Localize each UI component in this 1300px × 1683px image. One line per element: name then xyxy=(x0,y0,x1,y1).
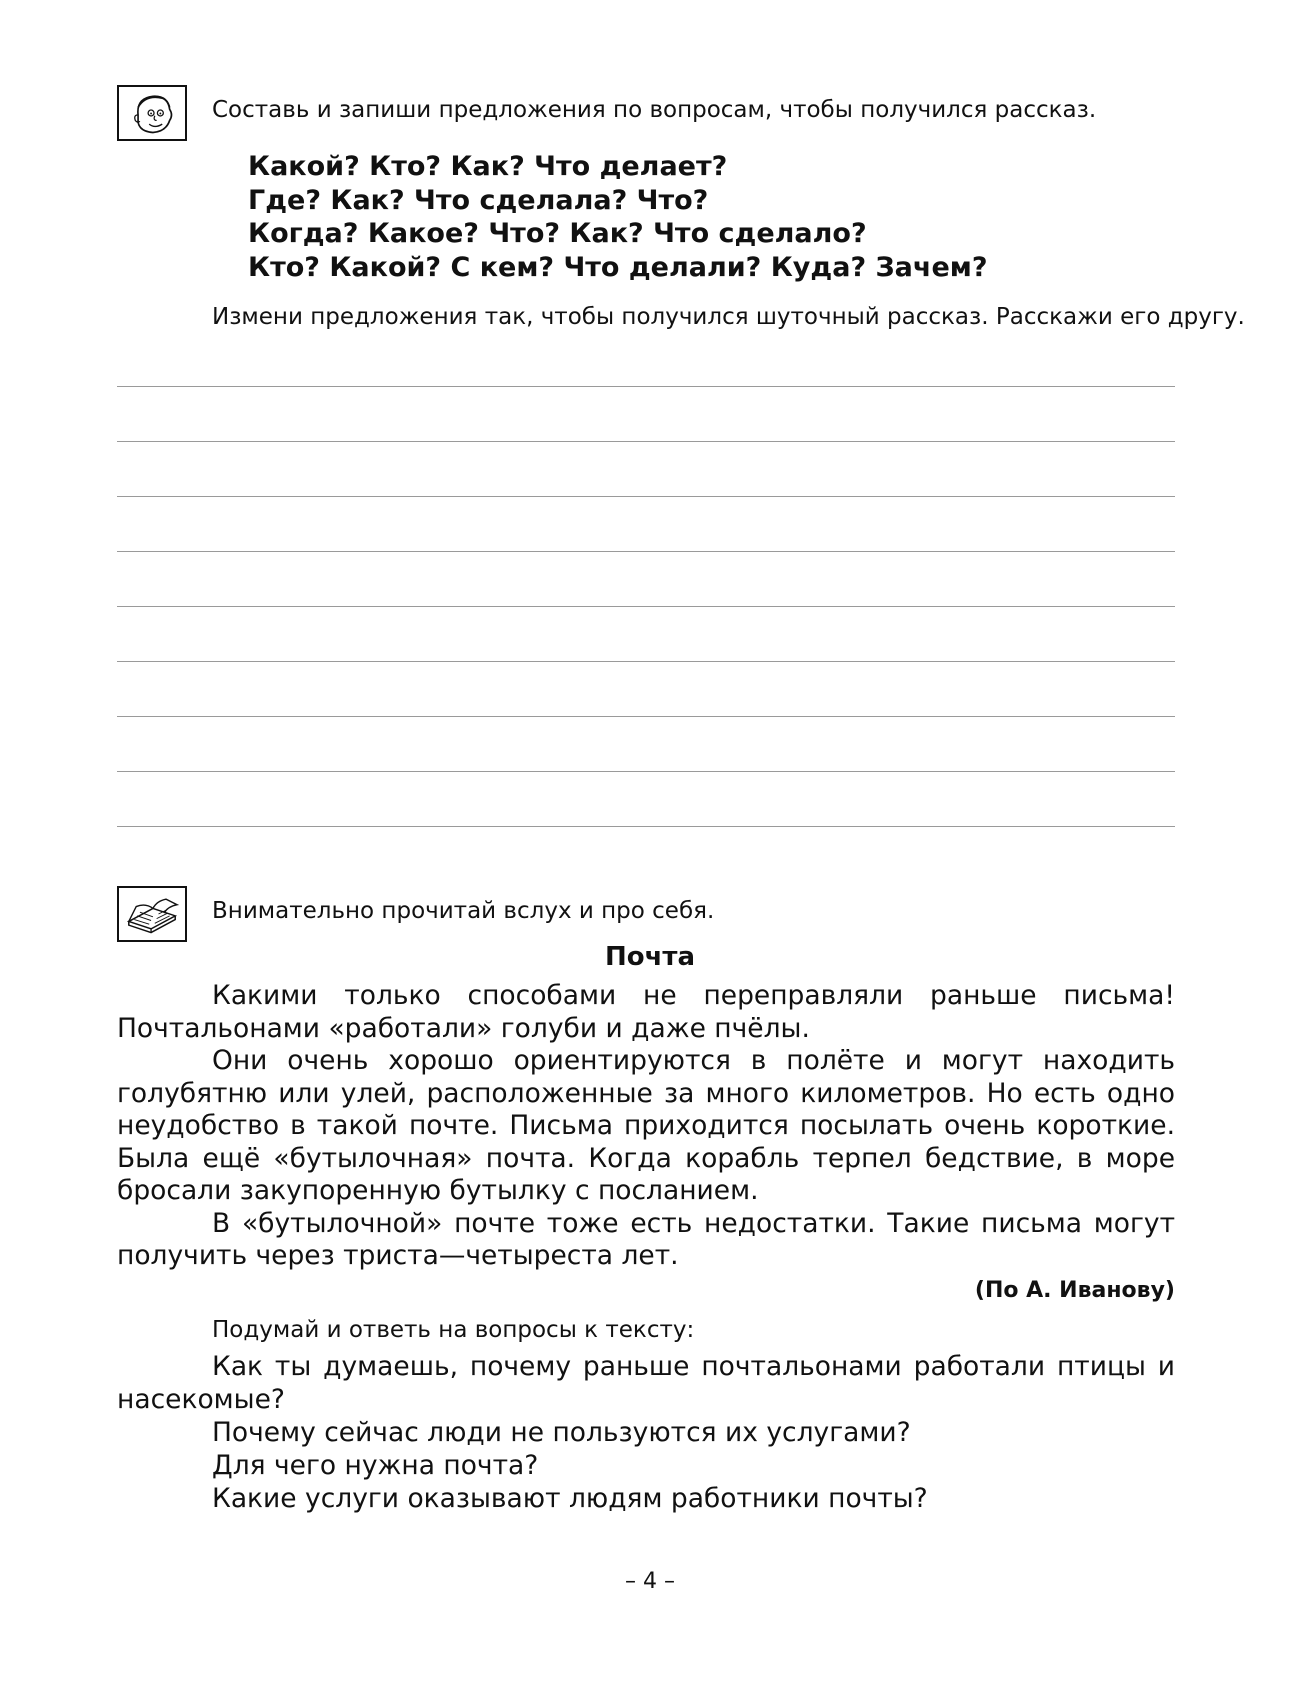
text-paragraph: Какими только способами не переправляли раньше письма! Почтальонами «работали» голуби и даже пчёлы. xyxy=(117,980,1175,1044)
question-list xyxy=(248,150,987,284)
questions-instruction: Подумай и ответь на вопросы к тексту: xyxy=(212,1317,695,1343)
writing-line[interactable] xyxy=(117,716,1175,717)
task1-instruction: Составь и запиши предложения по вопросам, чтобы получился рассказ. xyxy=(212,97,1097,123)
writing-line[interactable] xyxy=(117,551,1175,552)
boy-face-icon xyxy=(117,85,187,141)
writing-line[interactable] xyxy=(117,771,1175,772)
question-line: Где? Как? Что сделала? Что? xyxy=(248,184,709,216)
comprehension-question: Почему сейчас люди не пользуются их услугами? xyxy=(212,1417,911,1448)
comprehension-questions xyxy=(117,1350,1175,1515)
task1-followup: Измени предложения так, чтобы получился шуточный рассказ. Расскажи его другу. xyxy=(212,304,1245,330)
writing-line[interactable] xyxy=(117,826,1175,827)
writing-line[interactable] xyxy=(117,606,1175,607)
open-book-icon xyxy=(117,886,187,942)
text-paragraph: Они очень хорошо ориентируются в полёте и могут находить голубятню или улей, расположенные за много километров. Но есть одно неудобство в такой почте. Письма приходится посылать очень короткие. Была ещё «бутылочная» почта. Когда корабль терпел бедствие, в море бросали закупоренную бутылку с посланием. xyxy=(117,1045,1175,1206)
text-paragraph: В «бутылочной» почте тоже есть недостатки. Такие письма могут получить через триста—четыреста лет. xyxy=(117,1207,1175,1271)
writing-line[interactable] xyxy=(117,496,1175,497)
writing-line[interactable] xyxy=(117,386,1175,387)
writing-line[interactable] xyxy=(117,661,1175,662)
comprehension-question: Как ты думаешь, почему раньше почтальонами работали птицы и насекомые? xyxy=(117,1351,1175,1415)
page-number: – 4 – xyxy=(625,1569,675,1594)
reading-text xyxy=(117,980,1175,1273)
attribution: (По А. Иванову) xyxy=(974,1278,1175,1303)
text-title: Почта xyxy=(604,942,696,972)
comprehension-question: Какие услуги оказывают людям работники почты? xyxy=(212,1483,928,1514)
task2-instruction: Внимательно прочитай вслух и про себя. xyxy=(212,898,715,924)
comprehension-question: Для чего нужна почта? xyxy=(212,1450,539,1481)
writing-line[interactable] xyxy=(117,441,1175,442)
question-line: Когда? Какое? Что? Как? Что сделало? xyxy=(248,218,867,249)
question-line: Какой? Кто? Как? Что делает? xyxy=(248,151,728,182)
question-line: Кто? Какой? С кем? Что делали? Куда? Зачем? xyxy=(248,251,988,283)
